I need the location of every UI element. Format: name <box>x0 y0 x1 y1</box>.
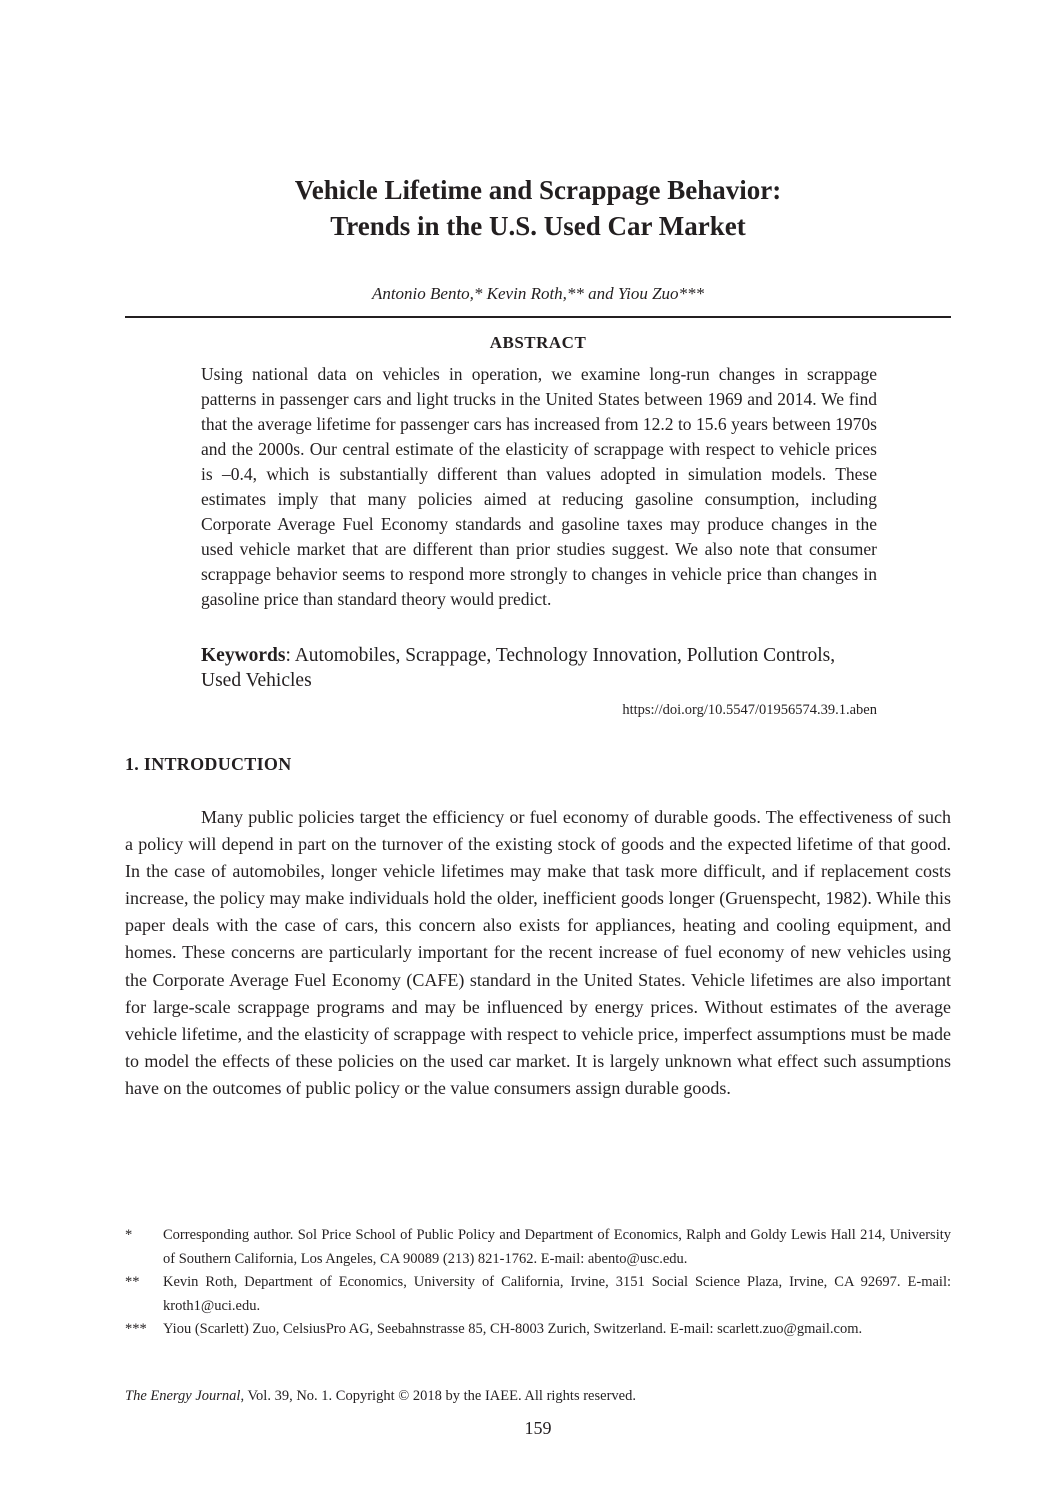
abstract-heading: ABSTRACT <box>489 333 587 352</box>
journal-details: , Vol. 39, No. 1. Copyright © 2018 by the IAEE. All rights reserved. <box>240 1388 636 1404</box>
keywords-label: Keywords <box>201 645 286 666</box>
author-list: Antonio Bento,* Kevin Roth,** and Yiou Zuo*** <box>371 284 705 303</box>
doi-link[interactable]: https://doi.org/10.5547/01956574.39.1.aben <box>622 702 877 718</box>
article-title <box>125 172 951 244</box>
abstract-text: Using national data on vehicles in operation, we examine long-run changes in scrappage patterns in passenger cars and light trucks in the United States between 1969 and 2014. We find that the average lifetime for passenger cars has increased from 12.2 to 15.6 years between 1970s and the 2000s. Our central estimate of the elasticity of scrappage with respect to vehicle prices is –0.4, which is substantially different than values adopted in simulation models. These estimates imply that many policies aimed at reducing gasoline consumption, including Corporate Average Fuel Economy standards and gasoline taxes may produce changes in the used vehicle market that are different than prior studies suggest. We also note that consumer scrappage behavior seems to respond more strongly to changes in vehicle price than changes in gasoline price than standard theory would predict. <box>201 364 877 609</box>
footnote <box>125 1224 951 1271</box>
section-heading-introduction: 1. INTRODUCTION <box>125 754 292 774</box>
article-title-line-1: Vehicle Lifetime and Scrappage Behavior: <box>294 175 782 205</box>
journal-citation <box>125 1386 636 1406</box>
footnote-text: Yiou (Scarlett) Zuo, CelsiusPro AG, Seebahnstrasse 85, CH-8003 Zurich, Switzerland. E-mail: scarlett.zuo@gmail.com. <box>163 1321 863 1337</box>
footnote <box>125 1318 951 1342</box>
footnote-text: Corresponding author. Sol Price School of Public Policy and Department of Economics, Ralph and Goldy Lewis Hall 214, University of Southern California, Los Angeles, CA 90089 (213) 821-1762. E-mail: abento@usc.edu. <box>163 1227 951 1267</box>
introduction-paragraph: Many public policies target the efficiency or fuel economy of durable goods. The effectiveness of such a policy will depend in part on the turnover of the existing stock of goods and the expected lifetime of that good. In the case of automobiles, longer vehicle lifetimes may make that task more difficult, and if replacement costs increase, the policy may make individuals hold the older, inefficient goods longer (Gruenspecht, 1982). While this paper deals with the case of cars, this concern also exists for appliances, heating and cooling equipment, and homes. These concerns are particularly important for the recent increase of fuel economy of new vehicles using the Corporate Average Fuel Economy (CAFE) standard in the United States. Vehicle lifetimes are also important for large-scale scrappage programs and may be influenced by energy prices. Without estimates of the average vehicle lifetime, and the elasticity of scrappage with respect to vehicle price, imperfect assumptions must be made to model the effects of these policies on the used car market. It is largely unknown what effect such assumptions have on the outcomes of public policy or the value consumers assign durable goods. <box>125 807 951 1098</box>
footnote-text: Kevin Roth, Department of Economics, University of California, Irvine, 3151 Social Science Plaza, Irvine, CA 92697. E-mail: kroth1@uci.edu. <box>163 1274 951 1314</box>
footnote-mark: ** <box>125 1274 140 1290</box>
footnotes <box>125 1224 951 1342</box>
keywords <box>201 643 877 693</box>
footnote-mark: * <box>125 1227 133 1243</box>
footnote <box>125 1271 951 1318</box>
journal-name: The Energy Journal <box>125 1388 241 1404</box>
keywords-list: : Automobiles, Scrappage, Technology Innovation, Pollution Controls, Used Vehicles <box>201 645 836 691</box>
footnote-mark: *** <box>125 1321 147 1337</box>
title-divider <box>125 316 951 318</box>
page-number: 159 <box>524 1418 552 1438</box>
article-title-line-2: Trends in the U.S. Used Car Market <box>330 211 746 241</box>
